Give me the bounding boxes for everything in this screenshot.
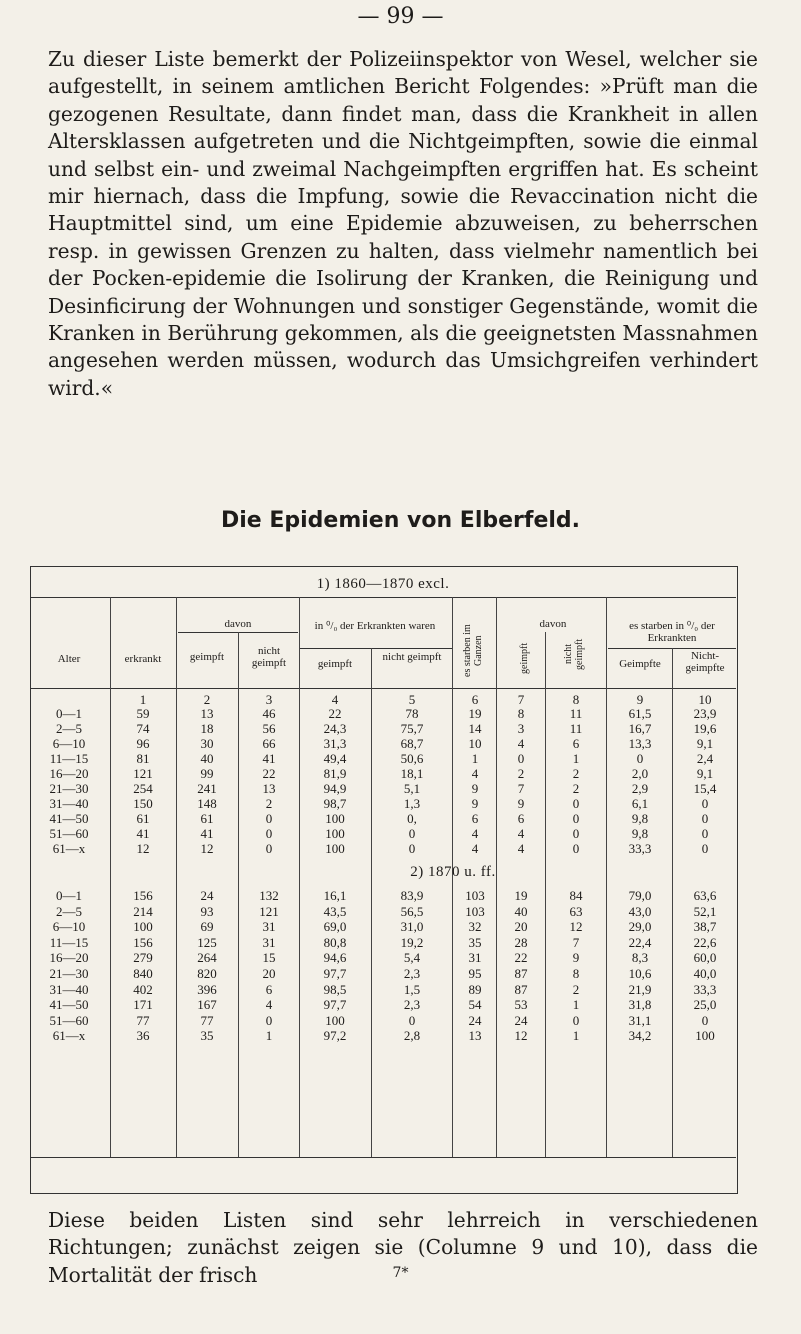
table-cell: 0, bbox=[407, 811, 417, 826]
table-cell: 79,0 bbox=[628, 888, 652, 903]
table-cell: 100 bbox=[325, 841, 345, 856]
age-cell: 11—15 bbox=[49, 751, 89, 766]
table-cell: 28 bbox=[514, 934, 528, 950]
table-cell: 13 bbox=[468, 1028, 482, 1044]
table-caption-2: 2) 1870 u. ff. bbox=[410, 864, 496, 880]
table-cell: 13 bbox=[262, 781, 276, 796]
table-cell: 53 bbox=[514, 997, 528, 1013]
col-rule bbox=[176, 597, 177, 1157]
col-number: 9 bbox=[636, 692, 644, 707]
table-cell: 156 bbox=[133, 934, 153, 950]
table-cell: 0 bbox=[572, 1012, 580, 1028]
table-cell: 1 bbox=[572, 997, 580, 1013]
table-cell: 19,6 bbox=[693, 721, 717, 736]
table-cell: 0 bbox=[701, 826, 709, 841]
table-cell: 0 bbox=[408, 1012, 416, 1028]
table-cell: 0 bbox=[265, 811, 273, 826]
table-cell: 22,4 bbox=[628, 934, 652, 950]
table-cell: 103 bbox=[465, 903, 485, 919]
table-cell: 12 bbox=[200, 841, 214, 856]
table-cell: 78 bbox=[405, 706, 419, 721]
table-cell: 68,7 bbox=[400, 736, 424, 751]
table-cell: 1 bbox=[572, 1028, 580, 1044]
table-cell: 30 bbox=[200, 736, 214, 751]
table-row bbox=[0, 721, 801, 735]
col-header-davon: davon bbox=[224, 618, 252, 630]
table-row bbox=[0, 888, 801, 902]
table-row bbox=[0, 841, 801, 855]
table-cell: 35 bbox=[200, 1028, 214, 1044]
table-cell: 1 bbox=[572, 751, 580, 766]
table-cell: 10,6 bbox=[628, 966, 652, 981]
table-cell: 77 bbox=[200, 1012, 214, 1028]
col-number: 4 bbox=[331, 692, 339, 707]
table-cell: 132 bbox=[259, 888, 279, 903]
table-cell: 150 bbox=[133, 796, 153, 811]
table-row bbox=[0, 904, 801, 918]
table-cell: 9,1 bbox=[696, 736, 714, 751]
table-cell: 4 bbox=[471, 766, 479, 781]
table-cell: 0 bbox=[701, 1012, 709, 1028]
table-cell: 2,0 bbox=[631, 766, 649, 781]
table-cell: 254 bbox=[133, 781, 153, 796]
table-cell: 61 bbox=[136, 811, 150, 826]
table-cell: 148 bbox=[197, 796, 217, 811]
table-cell: 16,7 bbox=[628, 721, 652, 736]
table-cell: 0 bbox=[572, 811, 580, 826]
table-cell: 94,6 bbox=[323, 950, 347, 966]
table-cell: 22 bbox=[328, 706, 342, 721]
table-cell: 9,8 bbox=[631, 826, 649, 841]
table-cell: 264 bbox=[197, 950, 217, 966]
table-row bbox=[0, 997, 801, 1011]
table-cell: 4 bbox=[471, 826, 479, 841]
age-cell: 6—10 bbox=[52, 919, 86, 935]
table-cell: 97,2 bbox=[323, 1028, 347, 1044]
table-cell: 2 bbox=[517, 766, 525, 781]
table-cell: 0 bbox=[265, 826, 273, 841]
table-cell: 40 bbox=[200, 751, 214, 766]
col-header-geimpft-v: geimpft bbox=[519, 642, 530, 674]
table-row bbox=[0, 736, 801, 750]
table-cell: 2 bbox=[572, 766, 580, 781]
table-row bbox=[0, 982, 801, 996]
age-cell: 16—20 bbox=[49, 766, 89, 781]
table-cell: 0 bbox=[517, 751, 525, 766]
table-cell: 33,3 bbox=[628, 841, 652, 856]
table-cell: 100 bbox=[325, 1012, 345, 1028]
column-number-row bbox=[0, 692, 801, 706]
table-cell: 81 bbox=[136, 751, 150, 766]
col-number: 3 bbox=[265, 692, 273, 707]
table-cell: 35 bbox=[468, 934, 482, 950]
table-cell: 56 bbox=[262, 721, 276, 736]
col-header-geimpfte: Geimpfte bbox=[619, 658, 661, 670]
table-cell: 54 bbox=[468, 997, 482, 1013]
table-cell: 4 bbox=[265, 997, 273, 1013]
table-cell: 22,6 bbox=[693, 934, 717, 950]
table-cell: 50,6 bbox=[400, 751, 424, 766]
table-cell: 2,9 bbox=[631, 781, 649, 796]
col-number: 10 bbox=[698, 692, 712, 707]
table-cell: 167 bbox=[197, 997, 217, 1013]
table-cell: 103 bbox=[465, 888, 485, 903]
section-heading: Die Epidemien von Elberfeld. bbox=[220, 508, 581, 533]
table-cell: 4 bbox=[517, 736, 525, 751]
table-cell: 98,7 bbox=[323, 796, 347, 811]
table-cell: 84 bbox=[569, 888, 583, 903]
table-cell: 4 bbox=[471, 841, 479, 856]
table-row bbox=[0, 811, 801, 825]
table-bottom-rule bbox=[30, 1157, 736, 1158]
table-cell: 1 bbox=[265, 1028, 273, 1044]
table-cell: 41 bbox=[136, 826, 150, 841]
col-header-nicht-geimpft-v: nicht geimpft bbox=[563, 638, 585, 670]
table-cell: 9,8 bbox=[631, 811, 649, 826]
table-cell: 9,1 bbox=[696, 766, 714, 781]
table-cell: 63,6 bbox=[693, 888, 717, 903]
table-cell: 74 bbox=[136, 721, 150, 736]
table-cell: 77 bbox=[136, 1012, 150, 1028]
col-rule bbox=[110, 597, 111, 1157]
age-cell: 41—50 bbox=[49, 811, 89, 826]
header-bottom-rule bbox=[30, 688, 736, 689]
table-cell: 52,1 bbox=[693, 903, 717, 919]
table-cell: 19 bbox=[514, 888, 528, 903]
table-cell: 33,3 bbox=[693, 981, 717, 997]
table-cell: 0 bbox=[701, 841, 709, 856]
table-cell: 6 bbox=[471, 811, 479, 826]
table-cell: 75,7 bbox=[400, 721, 424, 736]
table-cell: 22 bbox=[514, 950, 528, 966]
table-cell: 69 bbox=[200, 919, 214, 935]
table-cell: 100 bbox=[325, 811, 345, 826]
table-cell: 6,1 bbox=[631, 796, 649, 811]
table-cell: 7 bbox=[517, 781, 525, 796]
table-cell: 820 bbox=[197, 966, 217, 981]
table-cell: 1,5 bbox=[403, 981, 421, 997]
table-cell: 63 bbox=[569, 903, 583, 919]
table-cell: 18,1 bbox=[400, 766, 424, 781]
table-cell: 6 bbox=[265, 981, 273, 997]
table-cell: 66 bbox=[262, 736, 276, 751]
table-cell: 4 bbox=[517, 826, 525, 841]
age-cell: 61—x bbox=[52, 841, 86, 856]
table-cell: 20 bbox=[514, 919, 528, 935]
table-cell: 6 bbox=[572, 736, 580, 751]
table-cell: 2,3 bbox=[403, 966, 421, 981]
col-header-pct-nicht-geimpft: nicht geimpft bbox=[382, 651, 442, 663]
table-cell: 43,5 bbox=[323, 903, 347, 919]
table-cell: 18 bbox=[200, 721, 214, 736]
table-cell: 95 bbox=[468, 966, 482, 981]
table-cell: 214 bbox=[133, 903, 153, 919]
table-cell: 96 bbox=[136, 736, 150, 751]
table-cell: 0 bbox=[265, 1012, 273, 1028]
table-cell: 0 bbox=[408, 841, 416, 856]
table-row bbox=[0, 935, 801, 949]
table-cell: 0 bbox=[572, 841, 580, 856]
table-cell: 93 bbox=[200, 903, 214, 919]
age-cell: 51—60 bbox=[49, 1012, 89, 1028]
table-cell: 24 bbox=[200, 888, 214, 903]
table-cell: 99 bbox=[200, 766, 214, 781]
col-header-in-pct: in ⁰/₀ der Erkrankten waren bbox=[314, 620, 436, 632]
table-cell: 16,1 bbox=[323, 888, 347, 903]
table-cell: 9 bbox=[471, 796, 479, 811]
closing-paragraph: Diese beiden Listen sind sehr lehrreich in verschiedenen Richtungen; zunächst zeigen sie (Columne 9 und 10), dass die Mortalität der frisch bbox=[48, 1208, 758, 1287]
table-cell: 60,0 bbox=[693, 950, 717, 966]
table-cell: 0 bbox=[408, 826, 416, 841]
table-cell: 8 bbox=[572, 966, 580, 981]
table-cell: 98,5 bbox=[323, 981, 347, 997]
table-cell: 1,3 bbox=[403, 796, 421, 811]
table-cell: 4 bbox=[517, 841, 525, 856]
table-cell: 24 bbox=[514, 1012, 528, 1028]
table-cell: 15,4 bbox=[693, 781, 717, 796]
table-cell: 24 bbox=[468, 1012, 482, 1028]
age-cell: 31—40 bbox=[49, 981, 89, 997]
table-cell: 12 bbox=[514, 1028, 528, 1044]
col-header-pct-geimpft: geimpft bbox=[317, 658, 353, 670]
col-header-davon-2: davon bbox=[539, 618, 567, 630]
table-cell: 396 bbox=[197, 981, 217, 997]
table-row bbox=[0, 706, 801, 720]
table-cell: 56,5 bbox=[400, 903, 424, 919]
col-rule bbox=[606, 597, 607, 1157]
table-row bbox=[0, 751, 801, 765]
table-cell: 5,1 bbox=[403, 781, 421, 796]
table-cell: 31,0 bbox=[400, 919, 424, 935]
col-number: 1 bbox=[139, 692, 147, 707]
table-cell: 121 bbox=[133, 766, 153, 781]
table-cell: 94,9 bbox=[323, 781, 347, 796]
table-row bbox=[0, 781, 801, 795]
table-cell: 0 bbox=[572, 826, 580, 841]
table-cell: 13 bbox=[200, 706, 214, 721]
table-row bbox=[0, 826, 801, 840]
table-cell: 2 bbox=[572, 781, 580, 796]
table-cell: 1 bbox=[471, 751, 479, 766]
table-cell: 13,3 bbox=[628, 736, 652, 751]
table-cell: 7 bbox=[572, 934, 580, 950]
table-cell: 41 bbox=[262, 751, 276, 766]
table-row bbox=[0, 919, 801, 933]
table-cell: 83,9 bbox=[400, 888, 424, 903]
table-cell: 2,8 bbox=[403, 1028, 421, 1044]
table-cell: 3 bbox=[517, 721, 525, 736]
table-cell: 41 bbox=[200, 826, 214, 841]
table-cell: 46 bbox=[262, 706, 276, 721]
table-cell: 80,8 bbox=[323, 934, 347, 950]
table-cell: 31,1 bbox=[628, 1012, 652, 1028]
table-cell: 31,8 bbox=[628, 997, 652, 1013]
table-cell: 29,0 bbox=[628, 919, 652, 935]
age-cell: 6—10 bbox=[52, 736, 86, 751]
col-header-starben-pct: es starben in ⁰/₀ der Erkrankten bbox=[629, 620, 715, 644]
table-caption-1: 1) 1860—1870 excl. bbox=[316, 576, 450, 592]
table-cell: 19 bbox=[468, 706, 482, 721]
table-cell: 125 bbox=[197, 934, 217, 950]
table-row bbox=[0, 796, 801, 810]
table-cell: 2,4 bbox=[696, 751, 714, 766]
table-cell: 100 bbox=[695, 1028, 715, 1044]
age-cell: 21—30 bbox=[49, 781, 89, 796]
table-cell: 61 bbox=[200, 811, 214, 826]
table-cell: 9 bbox=[517, 796, 525, 811]
table-cell: 402 bbox=[133, 981, 153, 997]
col-number: 8 bbox=[572, 692, 580, 707]
table-cell: 121 bbox=[259, 903, 279, 919]
pct-subrule bbox=[300, 648, 452, 649]
age-cell: 0—1 bbox=[56, 706, 82, 721]
table-cell: 279 bbox=[133, 950, 153, 966]
age-cell: 16—20 bbox=[49, 950, 89, 966]
table-cell: 36 bbox=[136, 1028, 150, 1044]
table-cell: 5,4 bbox=[403, 950, 421, 966]
table-cell: 15 bbox=[262, 950, 276, 966]
col-number: 2 bbox=[203, 692, 211, 707]
col-header-alter: Alter bbox=[57, 653, 81, 665]
table-cell: 31 bbox=[262, 934, 276, 950]
table-cell: 31,3 bbox=[323, 736, 347, 751]
table-cell: 840 bbox=[133, 966, 153, 981]
age-cell: 31—40 bbox=[49, 796, 89, 811]
col-header-nicht-geimpft: nicht geimpft bbox=[251, 645, 287, 669]
col-header-erkrankt: erkrankt bbox=[124, 653, 162, 665]
footer-mark: 7* bbox=[392, 1265, 409, 1281]
table-cell: 11 bbox=[569, 706, 583, 721]
age-cell: 11—15 bbox=[49, 934, 89, 950]
table-cell: 100 bbox=[325, 826, 345, 841]
table-cell: 241 bbox=[197, 781, 217, 796]
table-cell: 2,3 bbox=[403, 997, 421, 1013]
table-cell: 2 bbox=[572, 981, 580, 997]
table-cell: 12 bbox=[136, 841, 150, 856]
table-cell: 0 bbox=[701, 796, 709, 811]
table-cell: 25,0 bbox=[693, 997, 717, 1013]
table-cell: 6 bbox=[517, 811, 525, 826]
age-cell: 61—x bbox=[52, 1028, 86, 1044]
table-cell: 40 bbox=[514, 903, 528, 919]
table-cell: 69,0 bbox=[323, 919, 347, 935]
age-cell: 0—1 bbox=[56, 888, 82, 903]
table-cell: 0 bbox=[636, 751, 644, 766]
intro-paragraph: Zu dieser Liste bemerkt der Polizeiinspektor von Wesel, welcher sie aufgestellt, in seinem amtlichen Bericht Folgendes: »Prüft man die gezogenen Resultate, dann findet man, dass die Krankheit in allen Altersklassen aufgetreten und die Nichtgeimpften, sowie die einmal und selbst ein- und zweimal Nachgeimpften ergriffen hat. Es scheint mir hiernach, dass die Impfung, sowie die Revaccination nicht die Hauptmittel sind, um eine Epidemie abzuweisen, zu beherrschen resp. in gewissen Grenzen zu halten, dass vielmehr namentlich bei der Pocken-epidemie die Isolirung der Kranken, die Reinigung und Desinficirung der Wohnungen und sonstiger Gegenstände, womit die Kranken in Berührung gekommen, als die geeignetsten Massnahmen angesehen werden müssen, wodurch das Umsichgreifen verhindert wird.« bbox=[48, 47, 758, 400]
table-cell: 31 bbox=[468, 950, 482, 966]
table-row bbox=[0, 766, 801, 780]
table-cell: 87 bbox=[514, 981, 528, 997]
table-cell: 97,7 bbox=[323, 966, 347, 981]
table-cell: 61,5 bbox=[628, 706, 652, 721]
col-number: 7 bbox=[517, 692, 525, 707]
table-cell: 31 bbox=[262, 919, 276, 935]
table-cell: 24,3 bbox=[323, 721, 347, 736]
table-cell: 22 bbox=[262, 766, 276, 781]
table-cell: 171 bbox=[133, 997, 153, 1013]
age-cell: 2—5 bbox=[56, 721, 82, 736]
col-number: 6 bbox=[471, 692, 479, 707]
page-number: — 99 — bbox=[357, 4, 444, 29]
table-cell: 87 bbox=[514, 966, 528, 981]
table-cell: 0 bbox=[265, 841, 273, 856]
table-cell: 40,0 bbox=[693, 966, 717, 981]
table-row bbox=[0, 1028, 801, 1042]
table-cell: 8 bbox=[517, 706, 525, 721]
table-cell: 43,0 bbox=[628, 903, 652, 919]
age-cell: 2—5 bbox=[56, 903, 82, 919]
table-cell: 34,2 bbox=[628, 1028, 652, 1044]
table-cell: 59 bbox=[136, 706, 150, 721]
header-top-rule bbox=[30, 597, 736, 598]
table-cell: 9 bbox=[572, 950, 580, 966]
table-cell: 20 bbox=[262, 966, 276, 981]
col-number: 5 bbox=[408, 692, 416, 707]
col-header-es-starben: es starben im Ganzen bbox=[462, 624, 484, 678]
table-cell: 81,9 bbox=[323, 766, 347, 781]
table-row bbox=[0, 966, 801, 980]
table-cell: 100 bbox=[133, 919, 153, 935]
table-cell: 2 bbox=[265, 796, 273, 811]
table-cell: 12 bbox=[569, 919, 583, 935]
table-cell: 38,7 bbox=[693, 919, 717, 935]
table-cell: 0 bbox=[572, 796, 580, 811]
table-cell: 97,7 bbox=[323, 997, 347, 1013]
col-header-nicht-geimpfte: Nicht-geimpfte bbox=[685, 650, 725, 674]
table-cell: 156 bbox=[133, 888, 153, 903]
age-cell: 51—60 bbox=[49, 826, 89, 841]
age-cell: 41—50 bbox=[49, 997, 89, 1013]
table-row bbox=[0, 950, 801, 964]
table-cell: 9 bbox=[471, 781, 479, 796]
table-cell: 8,3 bbox=[631, 950, 649, 966]
table-cell: 49,4 bbox=[323, 751, 347, 766]
table-cell: 0 bbox=[701, 811, 709, 826]
table-cell: 11 bbox=[569, 721, 583, 736]
table-cell: 14 bbox=[468, 721, 482, 736]
table-cell: 19,2 bbox=[400, 934, 424, 950]
table-row bbox=[0, 1013, 801, 1027]
age-cell: 21—30 bbox=[49, 966, 89, 981]
table-cell: 10 bbox=[468, 736, 482, 751]
table-cell: 89 bbox=[468, 981, 482, 997]
table-cell: 21,9 bbox=[628, 981, 652, 997]
table-cell: 23,9 bbox=[693, 706, 717, 721]
col-header-geimpft: geimpft bbox=[189, 651, 225, 663]
table-cell: 32 bbox=[468, 919, 482, 935]
